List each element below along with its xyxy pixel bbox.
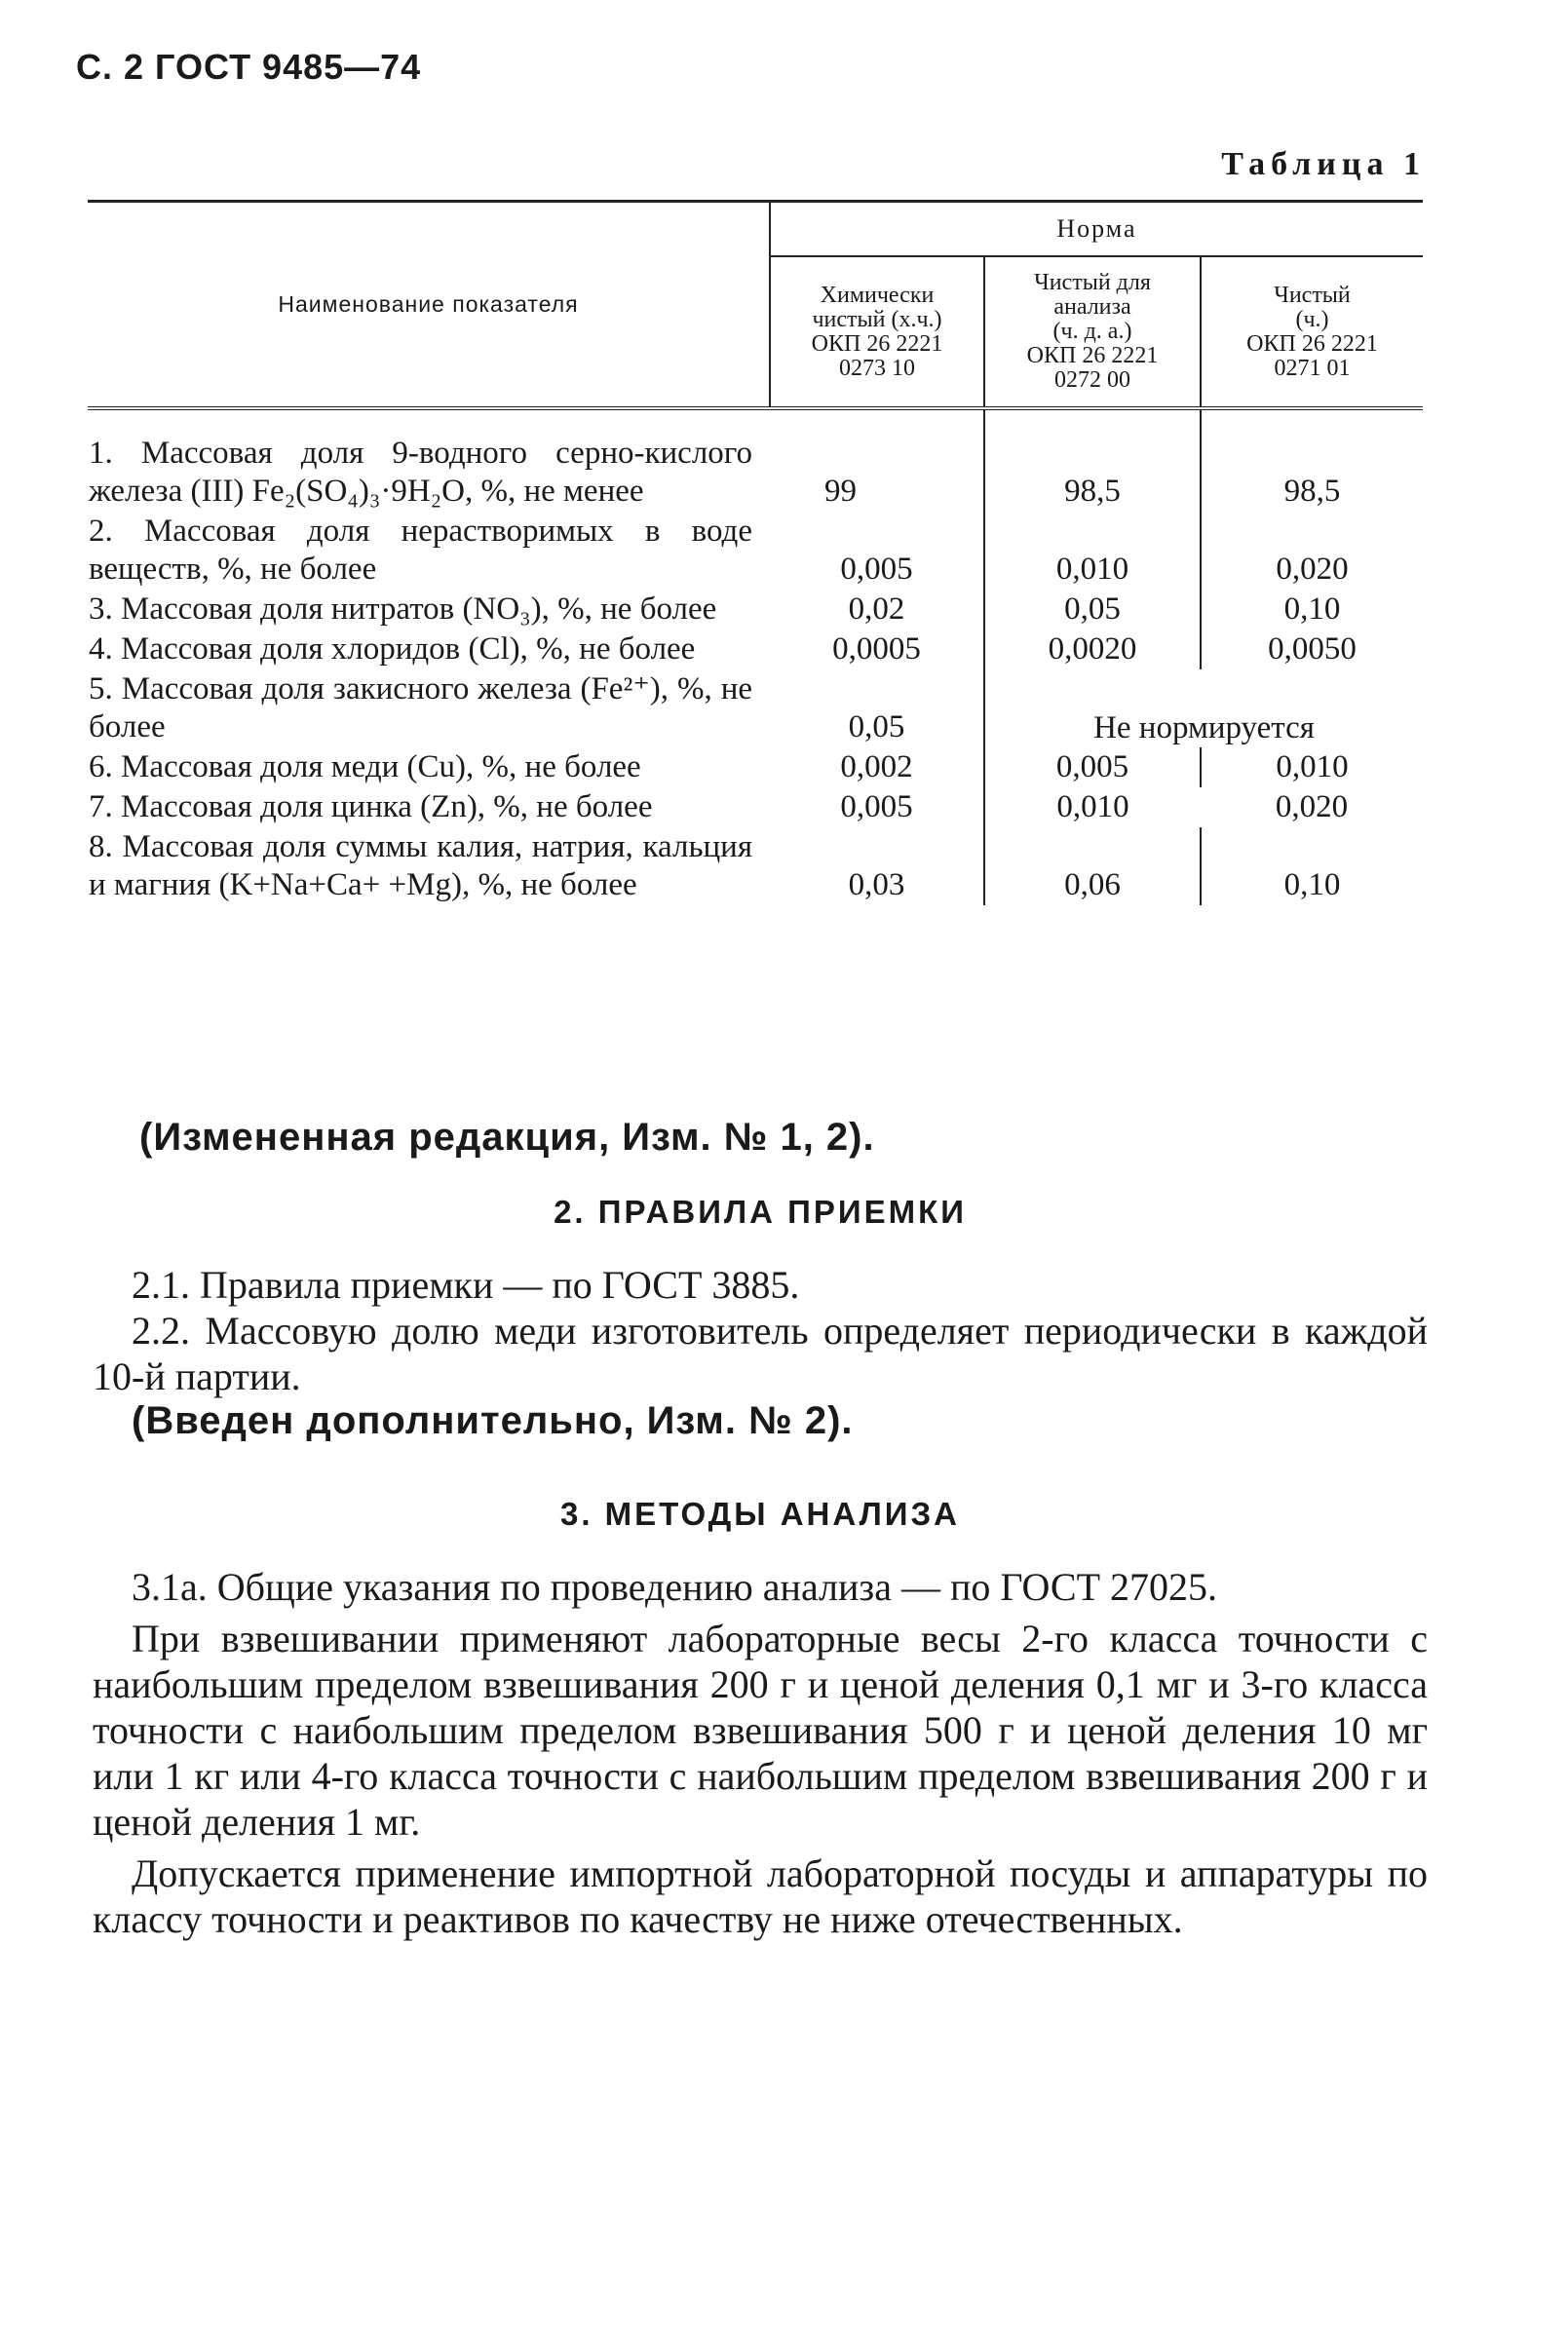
indicator-name: 4. Массовая доля хлоридов (Cl), %, не более: [89, 631, 696, 667]
column-header-norm: Норма: [770, 203, 1423, 256]
table-row: [88, 669, 1423, 747]
paragraph-2-1: 2.1. Правила приемки — по ГОСТ 3885.: [132, 1263, 800, 1307]
paragraph-2-2: 2.2. Массовую долю меди изготовитель определяет периодически в каждой 10-й партии.: [93, 1309, 1428, 1398]
column-header-name: Наименование показателя: [88, 203, 770, 408]
value-cell: 0,010: [1276, 749, 1349, 784]
value-cell: 98,5: [1283, 474, 1341, 509]
value-cell: 0,0050: [1268, 631, 1357, 667]
value-cell: 0,010: [984, 512, 1201, 590]
paragraph-weighing: При взвешивании применяют лабораторные весы 2-го класса точности с наибольшим пределом взвешивания 200 г и ценой деления 0,1 мг и 3-го класса точности с наибольшим пределом взвешивания 500 г и ценой деления 10 мг или 1 кг или 4-го класса точности с наибольшим пределом взвешивания 200 г и ценой деления 1 мг.: [93, 1617, 1428, 1844]
column-header-grade-1: Химически чистый (х.ч.) ОКП 26 2221 0273 10: [770, 256, 984, 408]
value-cell: 0,010: [1056, 789, 1129, 824]
value-cell: 99: [770, 434, 984, 512]
value-cell: 0,05: [984, 590, 1201, 629]
amendment-note-2: (Введен дополнительно, Изм. № 2).: [132, 1399, 854, 1442]
value-cell: 0,005: [770, 787, 984, 827]
value-cell: 0,03: [770, 827, 984, 905]
value-cell: 0,002: [770, 747, 984, 787]
indicators-table: [88, 200, 1423, 905]
amendment-note-1: (Измененная редакция, Изм. № 1, 2).: [139, 1116, 875, 1159]
value-cell: 0,020: [1276, 552, 1349, 587]
table-row: [88, 512, 1423, 590]
indicator-name: 1. Массовая доля 9-водного серно-кислого железа (III) Fe₂(SO₄)₃·9H₂O, %, не менее: [89, 436, 752, 509]
page-header: С. 2 ГОСТ 9485—74: [76, 47, 422, 87]
value-cell: 0,06: [984, 827, 1201, 905]
value-cell: 0,10: [1283, 591, 1341, 627]
value-cell: 0,005: [984, 747, 1201, 787]
table-row: [88, 434, 1423, 512]
value-cell-not-normalized: Не нормируется: [1093, 710, 1315, 745]
indicator-name: 3. Массовая доля нитратов (NO₃), %, не более: [89, 591, 717, 627]
table-label: Таблица 1: [1221, 146, 1426, 182]
table-row: [88, 590, 1423, 629]
indicator-name: 8. Массовая доля суммы калия, натрия, кальция и магния (K+Na+Ca+ +Mg), %, не более: [89, 829, 752, 902]
indicator-name: 5. Массовая доля закисного железа (Fe²⁺), %, не более: [89, 671, 752, 744]
column-header-grade-3: Чистый (ч.) ОКП 26 2221 0271 01: [1201, 256, 1423, 408]
indicator-name: 6. Массовая доля меди (Cu), %, не более: [89, 749, 641, 784]
value-cell: 98,5: [984, 434, 1201, 512]
section-3-body: [93, 1564, 1428, 1942]
table-row: [88, 787, 1423, 827]
value-cell: 0,005: [770, 512, 984, 590]
table-row: [88, 747, 1423, 787]
value-cell: 0,05: [770, 669, 984, 747]
table-row: [88, 629, 1423, 669]
value-cell: 0,0020: [984, 629, 1201, 669]
indicator-name: 2. Массовая доля нерастворимых в воде веществ, %, не более: [89, 514, 752, 587]
table-row: [88, 827, 1423, 905]
section-2-body: [93, 1262, 1428, 1443]
column-header-grade-2: Чистый для анализа (ч. д. а.) ОКП 26 2221 0272 00: [984, 256, 1201, 408]
section-3-title: 3. МЕТОДЫ АНАЛИЗА: [559, 1496, 961, 1532]
paragraph-imported-equipment: Допускается применение импортной лабораторной посуды и аппаратуры по классу точности и реактивов по качеству не ниже отечественных.: [93, 1851, 1428, 1941]
value-cell: 0,10: [1283, 867, 1341, 902]
indicator-name: 7. Массовая доля цинка (Zn), %, не более: [89, 789, 653, 824]
paragraph-3-1a: 3.1а. Общие указания по проведению анализа — по ГОСТ 27025.: [132, 1565, 1218, 1609]
value-cell: 0,02: [770, 590, 984, 629]
value-cell: 0,0005: [770, 629, 984, 669]
section-2-title: 2. ПРАВИЛА ПРИЕМКИ: [554, 1194, 967, 1230]
value-cell: 0,020: [1275, 789, 1349, 824]
